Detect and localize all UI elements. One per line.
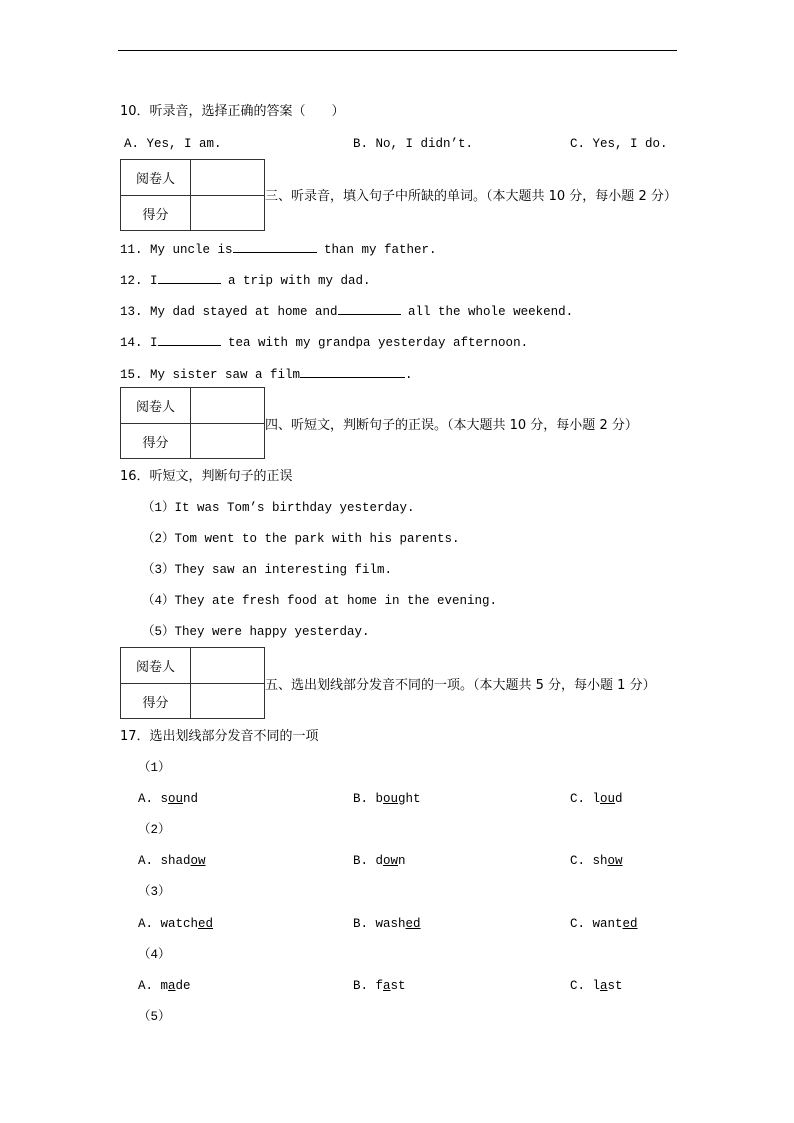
q14 bbox=[120, 333, 528, 351]
underlined-part: ou bbox=[600, 792, 616, 806]
q17-g1-option-c bbox=[570, 791, 623, 807]
option-letter: C. bbox=[570, 979, 593, 993]
section5-title: 五、选出划线部分发音不同的一项。（本大题共 5 分，每小题 1 分） bbox=[265, 678, 656, 693]
q10-option-c: C. Yes, I do. bbox=[570, 137, 668, 151]
underlined-part: ow bbox=[190, 854, 206, 868]
q16-statement-4: （4）They ate fresh food at home in the evening. bbox=[142, 594, 498, 608]
q10-option-a: A. Yes, I am. bbox=[124, 137, 222, 151]
word-post: st bbox=[607, 979, 623, 993]
underlined-part: a bbox=[383, 979, 391, 993]
q17-number: 17． bbox=[120, 729, 150, 744]
underlined-part: a bbox=[168, 979, 176, 993]
q15-pre: 15. My sister saw a film bbox=[120, 368, 301, 382]
q15-post: . bbox=[405, 368, 413, 382]
underlined-part: ed bbox=[198, 917, 214, 931]
word-pre: b bbox=[375, 792, 384, 806]
q17-group-2-label: （2） bbox=[138, 823, 171, 837]
word-post: n bbox=[398, 854, 406, 868]
reviewer-field[interactable] bbox=[191, 160, 264, 196]
q17-g3-option-c bbox=[570, 916, 638, 932]
underlined-part: ed bbox=[622, 917, 638, 931]
q16-statement-3: （3）They saw an interesting film. bbox=[142, 563, 393, 577]
q17-g4-option-b bbox=[353, 978, 406, 994]
underlined-part: ou bbox=[168, 792, 184, 806]
q10-number: 10． bbox=[120, 104, 150, 119]
score-field[interactable] bbox=[191, 196, 264, 230]
q17-group-5-label: （5） bbox=[138, 1010, 171, 1024]
q16-statement-1: （1）It was Tom’s birthday yesterday. bbox=[142, 501, 415, 515]
option-letter: B. bbox=[353, 917, 376, 931]
q14-post: tea with my grandpa yesterday afternoon. bbox=[220, 336, 529, 350]
word-pre: f bbox=[375, 979, 384, 993]
word-post: nd bbox=[183, 792, 199, 806]
option-letter: B. bbox=[353, 854, 376, 868]
q14-blank[interactable] bbox=[158, 333, 221, 346]
q16-statement-2: （2）Tom went to the park with his parents. bbox=[142, 532, 460, 546]
q10-option-b: B. No, I didn’t. bbox=[353, 137, 474, 151]
section4-title: 四、听短文，判断句子的正误。（本大题共 10 分，每小题 2 分） bbox=[265, 418, 638, 433]
q10-prompt bbox=[120, 104, 345, 120]
q17-g3-option-a bbox=[138, 916, 213, 932]
q11 bbox=[120, 240, 437, 258]
word-post: ght bbox=[398, 792, 421, 806]
q11-blank[interactable] bbox=[233, 240, 317, 253]
word-pre: d bbox=[375, 854, 384, 868]
q10-text: 听录音，选择正确的答案（ ） bbox=[149, 104, 345, 119]
underlined-part: ou bbox=[383, 792, 399, 806]
word-post: st bbox=[390, 979, 406, 993]
option-letter: A. bbox=[138, 854, 161, 868]
score-field[interactable] bbox=[191, 684, 264, 718]
q16-number: 16． bbox=[120, 469, 150, 484]
word-pre: want bbox=[592, 917, 623, 931]
word-post: d bbox=[615, 792, 623, 806]
underlined-part: a bbox=[600, 979, 608, 993]
q11-post: than my father. bbox=[316, 243, 437, 257]
q17-g2-option-b bbox=[353, 853, 406, 869]
option-letter: C. bbox=[570, 917, 593, 931]
option-letter: B. bbox=[353, 979, 376, 993]
option-letter: A. bbox=[138, 979, 161, 993]
q12-blank[interactable] bbox=[158, 271, 221, 284]
score-table-section3 bbox=[120, 159, 265, 231]
q17-g1-option-b bbox=[353, 791, 421, 807]
word-pre: sh bbox=[592, 854, 608, 868]
q16-statement-5: （5）They were happy yesterday. bbox=[142, 625, 370, 639]
option-letter: C. bbox=[570, 854, 593, 868]
q16-prompt bbox=[120, 469, 293, 485]
option-letter: A. bbox=[138, 792, 161, 806]
q12-pre: 12. I bbox=[120, 274, 158, 288]
q13 bbox=[120, 302, 573, 320]
score-table-section4 bbox=[120, 387, 265, 459]
word-pre: wash bbox=[375, 917, 406, 931]
word-pre: l bbox=[592, 792, 601, 806]
score-table-section5 bbox=[120, 647, 265, 719]
section3-title: 三、听录音，填入句子中所缺的单词。（本大题共 10 分，每小题 2 分） bbox=[265, 189, 677, 204]
score-label: 得分 bbox=[121, 424, 191, 458]
word-post: de bbox=[175, 979, 191, 993]
score-label: 得分 bbox=[121, 196, 191, 230]
q13-post: all the whole weekend. bbox=[400, 305, 574, 319]
reviewer-field[interactable] bbox=[191, 388, 264, 424]
reviewer-field[interactable] bbox=[191, 648, 264, 684]
q12 bbox=[120, 271, 371, 289]
q17-g4-option-a bbox=[138, 978, 191, 994]
score-label: 得分 bbox=[121, 684, 191, 718]
underlined-part: ed bbox=[405, 917, 421, 931]
reviewer-label: 阅卷人 bbox=[121, 648, 191, 684]
q17-group-4-label: （4） bbox=[138, 948, 171, 962]
score-field[interactable] bbox=[191, 424, 264, 458]
q15-blank[interactable] bbox=[300, 365, 405, 378]
q17-group-1-label: （1） bbox=[138, 761, 171, 775]
option-letter: C. bbox=[570, 792, 593, 806]
q17-g4-option-c bbox=[570, 978, 623, 994]
word-pre: watch bbox=[160, 917, 199, 931]
word-pre: shad bbox=[160, 854, 191, 868]
header-rule bbox=[118, 50, 677, 51]
q17-g1-option-a bbox=[138, 791, 198, 807]
q17-g3-option-b bbox=[353, 916, 421, 932]
q13-pre: 13. My dad stayed at home and bbox=[120, 305, 338, 319]
q17-g2-option-a bbox=[138, 853, 206, 869]
word-pre: s bbox=[160, 792, 169, 806]
q15 bbox=[120, 365, 413, 383]
q12-post: a trip with my dad. bbox=[220, 274, 371, 288]
q17-prompt bbox=[120, 729, 319, 745]
reviewer-label: 阅卷人 bbox=[121, 388, 191, 424]
underlined-part: ow bbox=[607, 854, 623, 868]
q17-group-3-label: （3） bbox=[138, 885, 171, 899]
reviewer-label: 阅卷人 bbox=[121, 160, 191, 196]
q13-blank[interactable] bbox=[338, 302, 401, 315]
word-pre: m bbox=[160, 979, 169, 993]
option-letter: B. bbox=[353, 792, 376, 806]
q17-text: 选出划线部分发音不同的一项 bbox=[149, 729, 319, 744]
q11-pre: 11. My uncle is bbox=[120, 243, 233, 257]
q14-pre: 14. I bbox=[120, 336, 158, 350]
underlined-part: ow bbox=[383, 854, 399, 868]
q16-text: 听短文，判断句子的正误 bbox=[149, 469, 293, 484]
word-pre: l bbox=[592, 979, 601, 993]
q17-g2-option-c bbox=[570, 853, 623, 869]
option-letter: A. bbox=[138, 917, 161, 931]
